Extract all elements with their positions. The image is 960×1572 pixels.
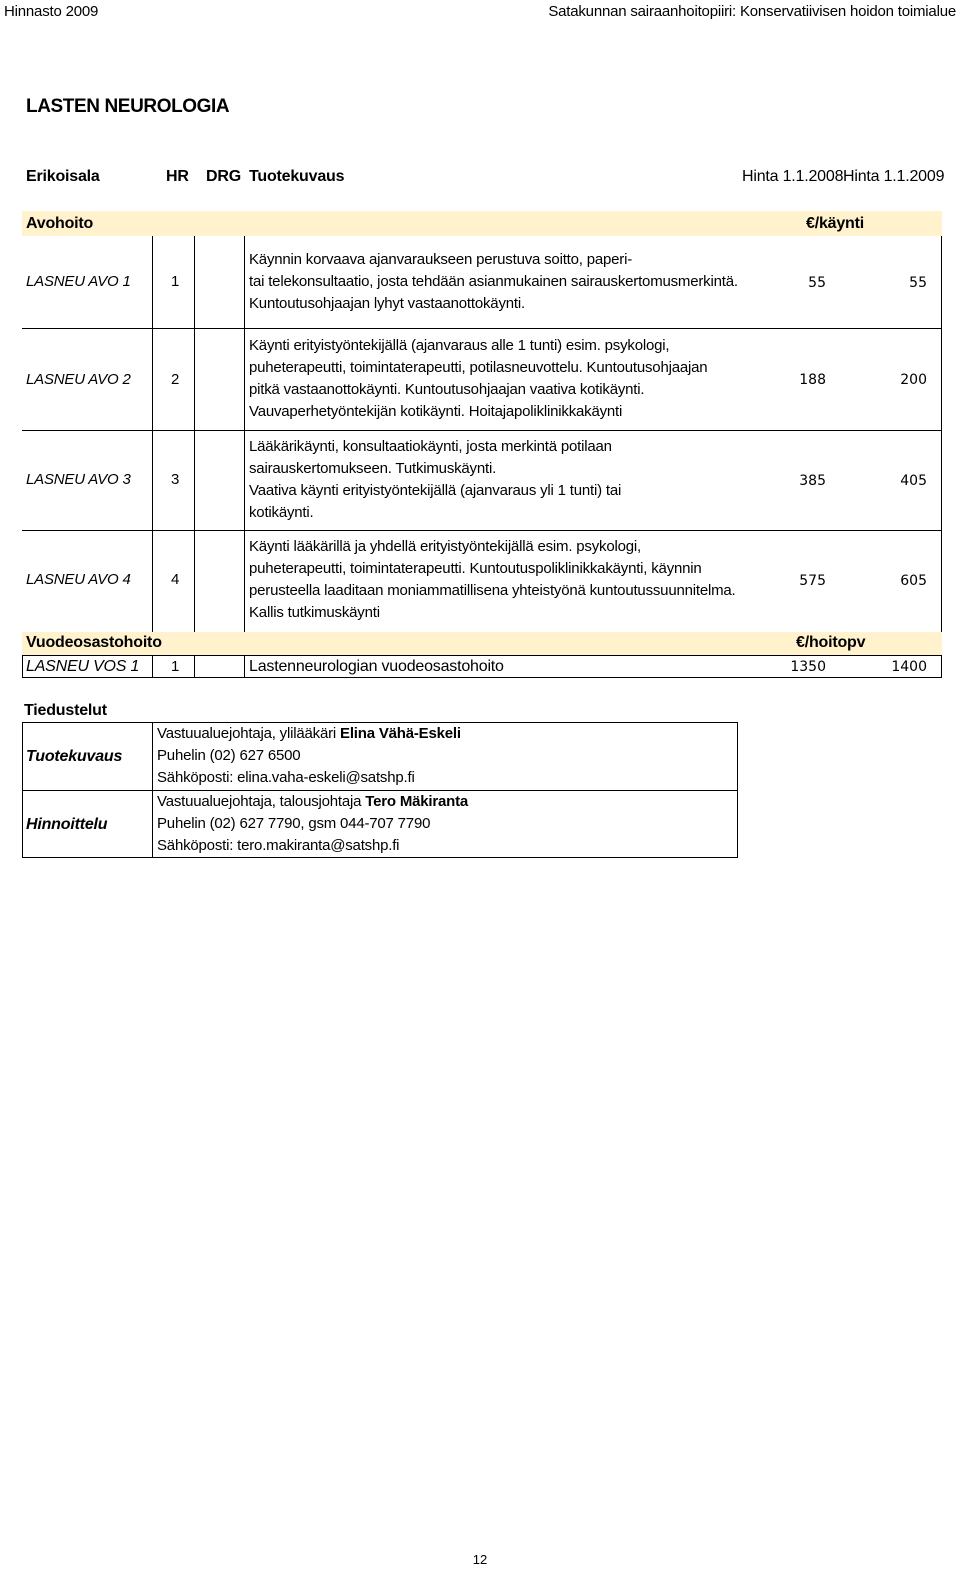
price-2008: 188 [799, 372, 826, 388]
price-2009: 605 [900, 573, 927, 589]
row-desc-line: perusteella laaditaan moniammatillisena yhteistyönä kuntoutussuunnitelma. [249, 582, 736, 599]
contact-phone: Puhelin (02) 627 7790, gsm 044-707 7790 [157, 815, 431, 832]
row-hr: 2 [171, 371, 180, 388]
price-2009: 55 [909, 275, 927, 291]
contact-name: Tero Mäkiranta [365, 793, 469, 810]
row-hr: 3 [171, 471, 180, 488]
row-desc-line: Käynti erityistyöntekijällä (ajanvaraus alle 1 tunti) esim. psykologi, [249, 337, 670, 354]
col-hr: HR [166, 168, 189, 185]
col-tuotekuvaus: Tuotekuvaus [249, 168, 345, 185]
grid-line [244, 655, 245, 678]
avohoito-band [22, 211, 942, 236]
contact-label-hinnoittelu: Hinnoittelu [26, 816, 108, 833]
page-number: 12 [472, 1552, 488, 1567]
price-2009: 1400 [891, 659, 927, 675]
row-desc-line: Vauvaperhetyöntekijän kotikäynti. Hoitajapoliklinikkakäynti [249, 403, 623, 420]
row-desc-line: sairauskertomukseen. Tutkimuskäynti. [249, 460, 497, 477]
row-desc: Lastenneurologian vuodeosastohoito [249, 658, 504, 675]
row-desc-line: Käynti lääkärillä ja yhdellä erityistyöntekijällä esim. psykologi, [249, 538, 641, 555]
contact-phone: Puhelin (02) 627 6500 [157, 747, 301, 764]
price-2008: 1350 [790, 659, 826, 675]
vuodeosasto-label: Vuodeosastohoito [26, 634, 162, 651]
header-left: Hinnasto 2009 [4, 3, 99, 20]
row-hr: 4 [171, 571, 180, 588]
grid-line [152, 655, 153, 678]
price-2008: 55 [808, 275, 826, 291]
contact-email: Sähköposti: tero.makiranta@satshp.fi [157, 837, 400, 854]
price-2008: 385 [799, 473, 826, 489]
page-title: LASTEN NEUROLOGIA [26, 96, 230, 117]
row-separator [22, 430, 942, 431]
contact-role: Vastuualuejohtaja, ylilääkäri Elina Vähä-Eskeli [157, 725, 461, 742]
price-2008: 575 [799, 573, 826, 589]
row-hr: 1 [171, 273, 180, 290]
contacts-heading: Tiedustelut [24, 702, 107, 719]
row-code: LASNEU VOS 1 [26, 658, 140, 675]
col-hinta-2009: Hinta 1.1.2009 [843, 168, 945, 185]
grid-line [194, 655, 195, 678]
vuodeosasto-unit: €/hoitopv [796, 634, 866, 651]
row-desc-line: pitkä vastaanottokäynti. Kuntoutusohjaajan vaativa kotikäynti. [249, 381, 645, 398]
row-desc-line: kotikäynti. [249, 504, 314, 521]
col-hinta-2008: Hinta 1.1.2008 [742, 168, 844, 185]
contact-role: Vastuualuejohtaja, talousjohtaja Tero Mäkiranta [157, 793, 469, 810]
row-desc-line: puheterapeutti, toimintaterapeutti. Kuntoutuspoliklinikkakäynti, käynnin [249, 560, 702, 577]
price-2009: 405 [900, 473, 927, 489]
row-separator [22, 328, 942, 329]
row-desc-line: Lääkärikäynti, konsultaatiokäynti, josta merkintä potilaan [249, 438, 612, 455]
header-right: Satakunnan sairaanhoitopiiri: Konservatiivisen hoidon toimialue [548, 3, 956, 20]
avohoito-label: Avohoito [26, 215, 94, 232]
row-separator [22, 530, 942, 531]
row-code: LASNEU AVO 3 [26, 471, 131, 488]
contact-name: Elina Vähä-Eskeli [340, 725, 461, 742]
contact-email: Sähköposti: elina.vaha-eskeli@satshp.fi [157, 769, 415, 786]
col-erikoisala: Erikoisala [26, 168, 100, 185]
row-desc-line: Kuntoutusohjaajan lyhyt vastaanottokäynti. [249, 295, 525, 312]
price-2009: 200 [900, 372, 927, 388]
row-desc-line: Vaativa käynti erityistyöntekijällä (ajanvaraus yli 1 tunti) tai [249, 482, 622, 499]
row-code: LASNEU AVO 2 [26, 371, 131, 388]
row-hr: 1 [171, 658, 180, 675]
row-code: LASNEU AVO 4 [26, 571, 131, 588]
avohoito-unit: €/käynti [806, 215, 864, 232]
grid-line [194, 236, 195, 632]
row-desc-line: Kallis tutkimuskäynti [249, 604, 380, 621]
row-desc-line: tai telekonsultaatio, josta tehdään asianmukainen sairauskertomusmerkintä. [249, 273, 738, 290]
grid-line [152, 236, 153, 632]
row-code: LASNEU AVO 1 [26, 273, 131, 290]
row-desc-line: Käynnin korvaava ajanvaraukseen perustuva soitto, paperi- [249, 251, 633, 268]
col-drg: DRG [206, 168, 241, 185]
contact-label-tuotekuvaus: Tuotekuvaus [26, 748, 123, 765]
row-desc-line: puheterapeutti, toimintaterapeutti, potilasneuvottelu. Kuntoutusohjaajan [249, 359, 708, 376]
